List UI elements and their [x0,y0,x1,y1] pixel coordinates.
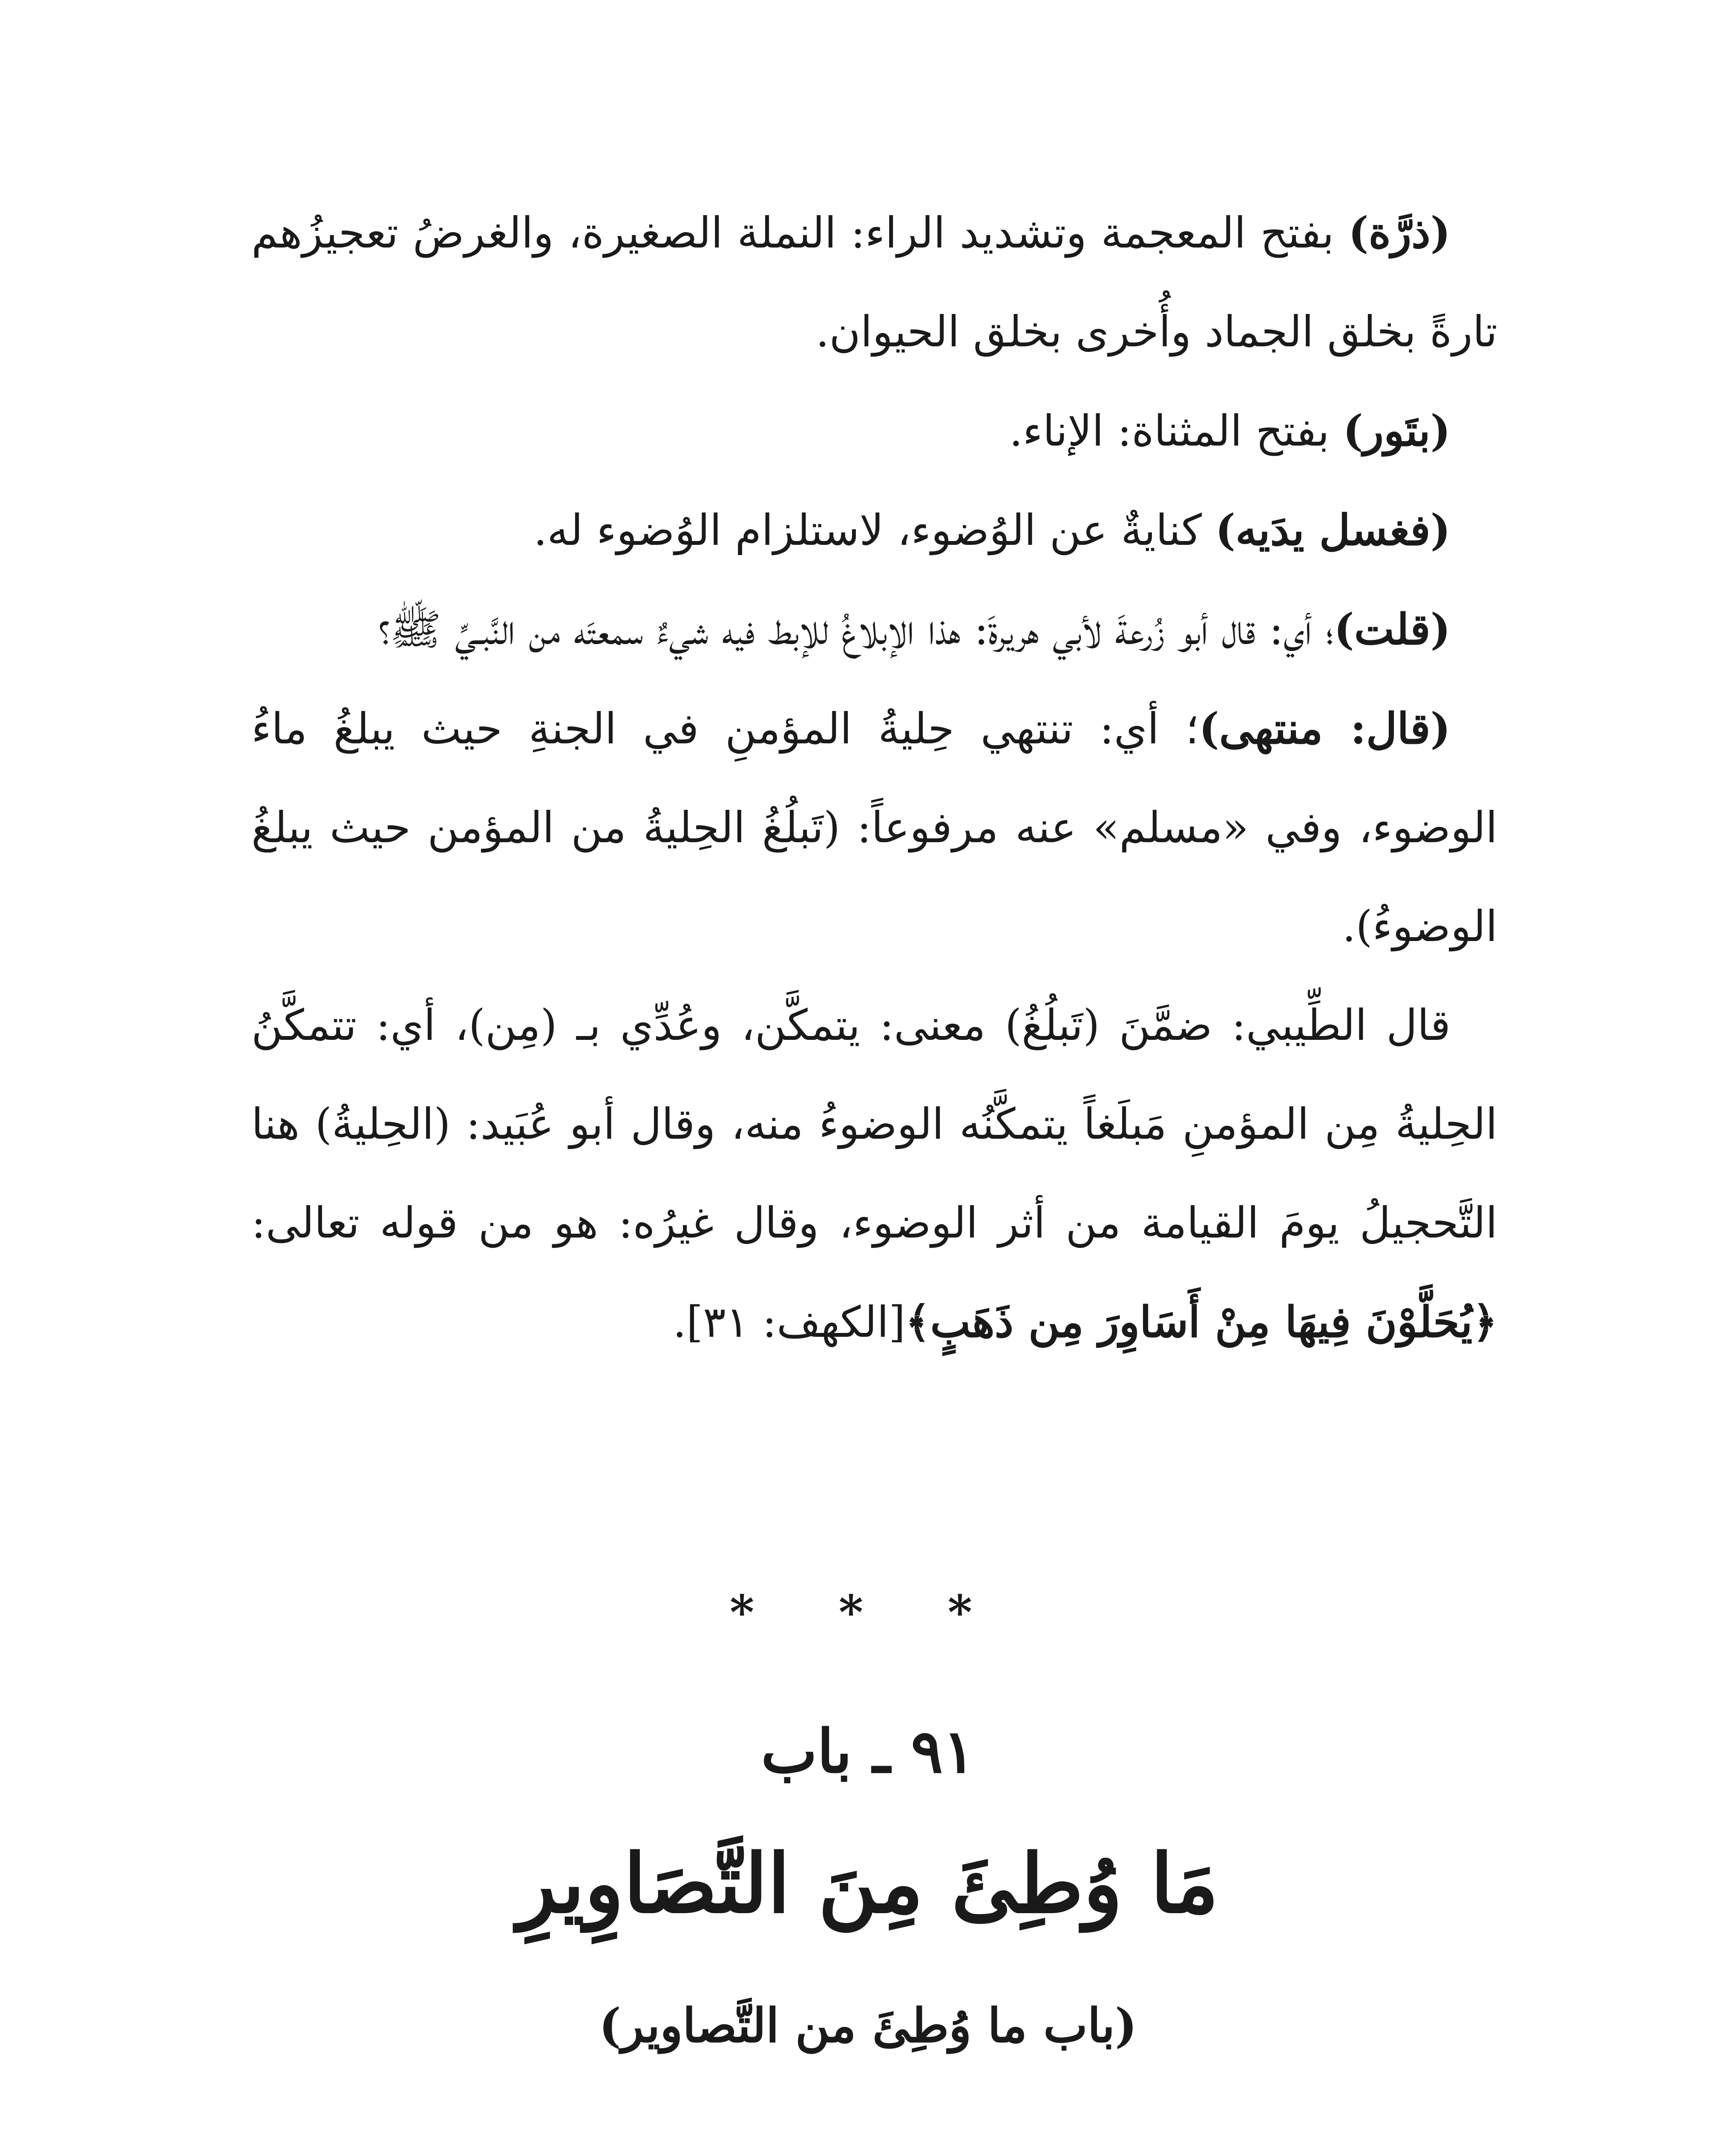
chapter-subheading: (باب ما وُطِئَ من التَّصاوير) [599,1998,1137,2053]
term-qult: (قلت) [1334,604,1451,654]
paragraph-text: ؛ أي: قال أبو زُرعةَ لأبي هريرةَ: هذا الإبلاغُ للإبط فيه شيءٌ سمعتَه من النَّبـيِّ ﷺ؟ [378,604,1334,654]
term-dharra: (ذرَّة) [1348,207,1451,258]
term-ghasl: (فغسل يدَيه) [1215,505,1451,555]
quran-verse: ﴿يُحَلَّوْنَ فِيهَا مِنْ أَسَاوِرَ مِن ذَهَبٍ﴾ [905,1297,1497,1347]
paragraph-tibi [251,976,1497,1372]
paragraph-text: بفتح المثناة: الإناء. [1009,406,1343,456]
quran-reference: [الكهف: ٣١]. [673,1297,906,1347]
chapter-number: ٩١ ـ باب [761,1717,975,1787]
paragraph-tawr [251,381,1497,481]
paragraph-text: بفتح المعجمة وتشديد الراء: النملة الصغيرة، والغرضُ تعجيزُهم تارةً بخلق الجماد وأُخرى بخلق الحيوان. [251,208,1497,357]
paragraph-dharra [251,183,1497,381]
paragraph-qala [251,679,1497,976]
section-separator: * * * [729,1585,1007,1640]
commentary-body [251,183,1497,1372]
chapter-title: مَا وُطِئَ مِنَ التَّصَاوِيرِ [517,1836,1219,1931]
paragraph-qult [251,580,1497,679]
paragraph-ghasl [251,481,1497,580]
paragraph-text: كنايةٌ عن الوُضوء، لاستلزام الوُضوء له. [533,505,1215,555]
paragraph-text: قال الطِّيبي: ضمَّنَ (تَبلُغُ) معنى: يتمكَّن، وعُدِّي بـ (مِن)، أي: تتمكَّنُ الحِليةُ مِن المؤمنِ مَبلَغاً يتمكَّنُه الوضوءُ منه، وقال أبو عُبَيد: (الحِليةُ) هنا التَّحجيلُ يومَ القيامة من أثر الوضوء، وقال غيرُه: هو من قوله تعالى: [251,1000,1497,1248]
term-qala: (قال: منتهى) [1199,703,1451,754]
paragraph-text: ؛ أي: تنتهي حِليةُ المؤمنِ في الجنةِ حيث يبلغُ ماءُ الوضوء، وفي «مسلم» عنه مرفوعاً: (تَبلُغُ الحِليةُ من المؤمن حيث يبلغُ الوضوءُ). [251,704,1497,951]
term-tawr: (بتَور) [1343,406,1451,456]
